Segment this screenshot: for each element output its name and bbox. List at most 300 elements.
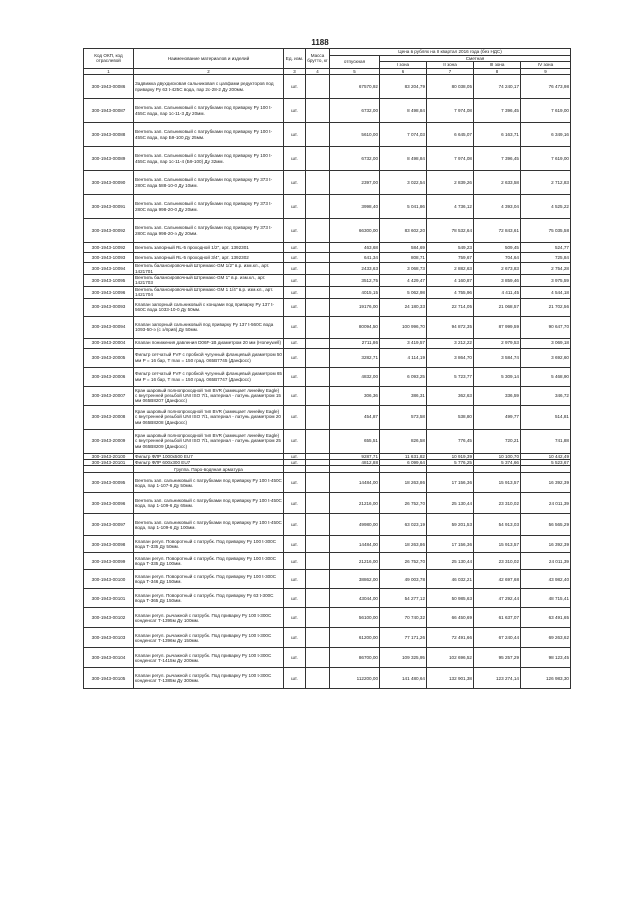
code-cell: 300-1943-00102 (84, 608, 134, 628)
zone-1-price-cell: 83 602,20 (380, 219, 427, 243)
name-cell: Фильтр сетчатый FVF с пробкой чугунный фланцевый диаметром 50 мм Р = 16 бар, Т max = 150 град. 065B7745 (Данфосс) (134, 348, 284, 367)
zone-1-price-cell: 26 752,70 (380, 493, 427, 514)
name-cell: Вентиль зап. Сальниковый с патрубками под приварку Ру 100 t-455С вода, пар Б9-100 Ду 25мм. (134, 123, 284, 147)
release-price-cell: 2433,63 (330, 263, 380, 275)
empty-cell (521, 466, 571, 473)
name-cell: Вентиль балансировочный Штремакс-GM 1 1/4" в.р. изм.кл., арт. 1421704 (134, 286, 284, 298)
name-cell: Вентиль запорный RL-5 проходной 3/4", арт. 1392302 (134, 253, 284, 263)
code-cell: 300-1943-10096 (84, 286, 134, 298)
release-price-cell: 463,68 (330, 243, 380, 253)
zone-1-price-cell: 573,58 (380, 405, 427, 429)
name-cell: Вентиль запорный RL-5 проходной 1/2", арт. 1392301 (134, 243, 284, 253)
name-cell: Клапан запорный сальниковый с концами под приварку Ру 137 t-560С вода 1033-10-0 Ду 50мм. (134, 298, 284, 316)
table-row (84, 195, 571, 219)
zone-1-price-cell: 63 023,19 (380, 514, 427, 536)
zone-4-price-cell: 6 349,16 (521, 123, 571, 147)
release-price-cell: 21216,00 (330, 493, 380, 514)
zone-1-price-cell: 6 099,64 (380, 460, 427, 466)
unit-cell: шт. (284, 648, 306, 668)
zone-2-price-cell: 72 491,66 (427, 628, 474, 648)
zone-3-price-cell: 2 673,83 (474, 263, 521, 275)
name-cell: Клапан регул. Поворотный с патрубк. Под приварку Ру 100 t-300С вода Т-335 Ду 50мм. (134, 536, 284, 553)
name-cell: Кран шаровый полнопроходной тип BVR (замещает линейку Eagle) с внутренней резьбой UNI ISO 7/1, материал - латунь диаметром 20 мм 065B8208 (Данфосс) (134, 405, 284, 429)
zone-3-price-cell: 6 163,71 (474, 123, 521, 147)
group-row (84, 466, 571, 473)
zone-4-price-cell: 63 491,65 (521, 608, 571, 628)
code-cell: 300-1943-00095 (84, 473, 134, 493)
code-cell: 300-1943-20100 (84, 453, 134, 459)
header-zone-2: II зона (427, 62, 474, 68)
header-release: отпускная (330, 56, 380, 69)
zone-2-price-cell: 80 038,05 (427, 75, 474, 99)
unit-cell: шт. (284, 367, 306, 386)
zone-2-price-cell: 17 156,36 (427, 473, 474, 493)
code-cell: 300-1943-00101 (84, 589, 134, 608)
zone-1-price-cell: 18 263,86 (380, 536, 427, 553)
code-cell: 300-1943-00094 (84, 316, 134, 338)
zone-2-price-cell: 3 864,70 (427, 348, 474, 367)
name-cell: Вентиль балансировочный Штремакс-GM 1/2" в.р. изм.кл., арт. 1421701 (134, 263, 284, 275)
table-row (84, 263, 571, 275)
mass-cell (306, 195, 330, 219)
release-price-cell: 306,36 (330, 386, 380, 405)
release-price-cell: 66300,00 (330, 219, 380, 243)
mass-cell (306, 253, 330, 263)
code-cell: 300-1943-00100 (84, 570, 134, 589)
zone-4-price-cell: 98 123,45 (521, 648, 571, 668)
table-row (84, 147, 571, 171)
table-row (84, 589, 571, 608)
mass-cell (306, 338, 330, 348)
zone-2-price-cell: 776,45 (427, 429, 474, 453)
mass-cell (306, 263, 330, 275)
unit-cell: шт. (284, 286, 306, 298)
mass-cell (306, 75, 330, 99)
zone-4-price-cell: 126 983,30 (521, 668, 571, 689)
zone-2-price-cell: 59 201,53 (427, 514, 474, 536)
zone-1-price-cell: 11 631,82 (380, 453, 427, 459)
empty-cell (306, 466, 330, 473)
zone-3-price-cell: 704,64 (474, 253, 521, 263)
release-price-cell: 6732,00 (330, 147, 380, 171)
release-price-cell: 5610,00 (330, 123, 380, 147)
zone-2-price-cell: 6 645,07 (427, 123, 474, 147)
zone-3-price-cell: 87 999,59 (474, 316, 521, 338)
zone-4-price-cell: 43 982,40 (521, 570, 571, 589)
zone-4-price-cell: 514,81 (521, 405, 571, 429)
zone-1-price-cell: 386,31 (380, 386, 427, 405)
zone-4-price-cell: 75 035,58 (521, 219, 571, 243)
mass-cell (306, 147, 330, 171)
price-table (83, 48, 571, 689)
zone-1-price-cell: 5 062,98 (380, 286, 427, 298)
empty-cell (330, 466, 380, 473)
header-name: Наименование материалов и изделий (134, 49, 284, 69)
zone-1-price-cell: 3 068,73 (380, 263, 427, 275)
code-cell: 300-1943-10093 (84, 253, 134, 263)
name-cell: Вентиль зап. Сальниковый с патрубками под приварку Ру 100 t-455С вода, пар 1с-11-4 (Б9-100) Ду 32мм. (134, 147, 284, 171)
zone-2-price-cell: 17 156,36 (427, 536, 474, 553)
zone-3-price-cell: 42 697,68 (474, 570, 521, 589)
mass-cell (306, 243, 330, 253)
zone-1-price-cell: 4 114,19 (380, 348, 427, 367)
unit-cell: шт. (284, 243, 306, 253)
zone-3-price-cell: 74 240,17 (474, 75, 521, 99)
zone-2-price-cell: 102 696,52 (427, 648, 474, 668)
name-cell: Вентиль зап. Сальниковый с патрубками под приварку Ру 373 t-280С вода 588-10-0 Ду 10мм. (134, 171, 284, 195)
table-row (84, 405, 571, 429)
table-row (84, 219, 571, 243)
zone-2-price-cell: 4 755,96 (427, 286, 474, 298)
zone-1-price-cell: 24 180,33 (380, 298, 427, 316)
empty-cell (474, 466, 521, 473)
code-cell: 300-1943-00088 (84, 123, 134, 147)
zone-1-price-cell: 49 003,78 (380, 570, 427, 589)
zone-2-price-cell: 50 985,63 (427, 589, 474, 608)
zone-2-price-cell: 4 160,87 (427, 275, 474, 287)
unit-cell: шт. (284, 473, 306, 493)
zone-3-price-cell: 123 274,14 (474, 668, 521, 689)
zone-2-price-cell: 362,63 (427, 386, 474, 405)
unit-cell: шт. (284, 493, 306, 514)
unit-cell: шт. (284, 75, 306, 99)
mass-cell (306, 123, 330, 147)
unit-cell: шт. (284, 338, 306, 348)
table-row (84, 243, 571, 253)
name-cell: Вентиль зап. Сальниковый с патрубками под приварку Ру 100 t-455С вода, пар 1с-11-3 Ду 20мм. (134, 99, 284, 123)
mass-cell (306, 286, 330, 298)
code-cell: 300-1943-00097 (84, 514, 134, 536)
zone-3-price-cell: 21 068,57 (474, 298, 521, 316)
zone-4-price-cell: 16 392,39 (521, 473, 571, 493)
name-cell: Клапан запорный сальниковый под приварку Ру 137 t-560С вода 1093-50-э (с э/прив) Ду 50мм. (134, 316, 284, 338)
zone-1-price-cell: 6 093,25 (380, 367, 427, 386)
name-cell: Клапан регул. рычажной с патрубк. Под приварку Ру 100 t-300С конденсат Т-1396м Ду 150мм. (134, 628, 284, 648)
zone-3-price-cell: 54 913,03 (474, 514, 521, 536)
zone-2-price-cell: 22 714,05 (427, 298, 474, 316)
mass-cell (306, 348, 330, 367)
zone-4-price-cell: 48 715,41 (521, 589, 571, 608)
zone-4-price-cell: 76 473,98 (521, 75, 571, 99)
code-cell: 300-1943-00086 (84, 75, 134, 99)
release-price-cell: 3512,75 (330, 275, 380, 287)
header-zone-3: III зона (474, 62, 521, 68)
name-cell: Фильтр ФЛР 1000х500 EU7 (134, 453, 284, 459)
table-row (84, 367, 571, 386)
mass-cell (306, 298, 330, 316)
zone-3-price-cell: 2 979,53 (474, 338, 521, 348)
code-cell: 300-1943-10092 (84, 243, 134, 253)
table-row (84, 316, 571, 338)
name-cell: Вентиль балансировочный Штремакс-GM 1" в.р. изм.кл., арт. 1421703 (134, 275, 284, 287)
mass-cell (306, 473, 330, 493)
name-cell: Вентиль зап. сальниковый с патрубками под приварку Ру 100 t-450С вода, пар 1-107-6 Ду 50мм. (134, 473, 284, 493)
table-row (84, 298, 571, 316)
name-cell: Клапан понижения давления D06F-1B диаметром 20 мм (Honeywell) (134, 338, 284, 348)
release-price-cell: 43044,00 (330, 589, 380, 608)
zone-3-price-cell: 23 310,02 (474, 493, 521, 514)
code-cell: 300-1943-20009 (84, 429, 134, 453)
unit-cell: шт. (284, 123, 306, 147)
name-cell: Вентиль зап. сальниковый с патрубками под приварку Ру 100 t-450С вода, пар 1-109-6 Ду 65мм. (134, 493, 284, 514)
mass-cell (306, 514, 330, 536)
release-price-cell: 454,87 (330, 405, 380, 429)
zone-4-price-cell: 7 619,00 (521, 147, 571, 171)
zone-2-price-cell: 7 974,08 (427, 147, 474, 171)
release-price-cell: 4832,00 (330, 367, 380, 386)
unit-cell: шт. (284, 453, 306, 459)
table-row (84, 386, 571, 405)
unit-cell: шт. (284, 386, 306, 405)
release-price-cell: 9287,71 (330, 453, 380, 459)
zone-2-price-cell: 7 974,08 (427, 99, 474, 123)
code-cell: 300-1943-20004 (84, 338, 134, 348)
name-cell: Клапан регул. Поворотный с патрубк. Под приварку Ру 100 t-300С вода Т-335 Ду 100мм. (134, 553, 284, 570)
table-row (84, 628, 571, 648)
zone-2-price-cell: 4 736,12 (427, 195, 474, 219)
release-price-cell: 2711,86 (330, 338, 380, 348)
table-row (84, 570, 571, 589)
unit-cell: шт. (284, 553, 306, 570)
release-price-cell: 3998,40 (330, 195, 380, 219)
mass-cell (306, 171, 330, 195)
zone-2-price-cell: 759,67 (427, 253, 474, 263)
unit-cell: шт. (284, 316, 306, 338)
code-cell: 300-1943-20005 (84, 348, 134, 367)
zone-4-price-cell: 3 069,18 (521, 338, 571, 348)
code-cell: 300-1943-00087 (84, 99, 134, 123)
mass-cell (306, 275, 330, 287)
header-code: Код ОКП, код отраслевой (84, 49, 134, 69)
header-zone-4: IV зона (521, 62, 571, 68)
table-row (84, 75, 571, 99)
table-row (84, 648, 571, 668)
zone-2-price-cell: 94 872,35 (427, 316, 474, 338)
zone-3-price-cell: 7 396,45 (474, 147, 521, 171)
unit-cell: шт. (284, 348, 306, 367)
zone-3-price-cell: 10 100,70 (474, 453, 521, 459)
unit-cell: шт. (284, 298, 306, 316)
release-price-cell: 86700,00 (330, 648, 380, 668)
mass-cell (306, 99, 330, 123)
empty-cell (284, 466, 306, 473)
table-row (84, 275, 571, 287)
release-price-cell: 6732,00 (330, 99, 380, 123)
zone-4-price-cell: 4 544,18 (521, 286, 571, 298)
zone-1-price-cell: 54 277,12 (380, 589, 427, 608)
empty-cell (380, 466, 427, 473)
zone-3-price-cell: 95 257,29 (474, 648, 521, 668)
name-cell: Клапан регул. рычажной с патрубк. Под приварку Ру 100 t-300С конденсат Т-1415м Ду 200мм. (134, 648, 284, 668)
zone-1-price-cell: 141 480,64 (380, 668, 427, 689)
zone-4-price-cell: 24 011,39 (521, 493, 571, 514)
unit-cell: шт. (284, 536, 306, 553)
zone-1-price-cell: 70 740,32 (380, 608, 427, 628)
zone-4-price-cell: 90 647,70 (521, 316, 571, 338)
zone-3-price-cell: 2 633,58 (474, 171, 521, 195)
zone-1-price-cell: 8 498,84 (380, 99, 427, 123)
name-cell: Кран шаровый полнопроходной тип BVR (замещает линейку Eagle) с внутренней резьбой UNI ISO 7/1, материал - латунь диаметром 25 мм 065B8209 (Данфосс) (134, 429, 284, 453)
unit-cell: шт. (284, 460, 306, 466)
column-number: 9 (521, 68, 571, 74)
zone-4-price-cell: 7 619,00 (521, 99, 571, 123)
column-number: 4 (306, 68, 330, 74)
table-row (84, 493, 571, 514)
table-row (84, 429, 571, 453)
zone-3-price-cell: 4 393,04 (474, 195, 521, 219)
table-row (84, 338, 571, 348)
unit-cell: шт. (284, 171, 306, 195)
release-price-cell: 4015,15 (330, 286, 380, 298)
mass-cell (306, 219, 330, 243)
release-price-cell: 80094,50 (330, 316, 380, 338)
zone-2-price-cell: 25 130,44 (427, 493, 474, 514)
code-cell: 300-1943-20008 (84, 405, 134, 429)
release-price-cell: 56100,00 (330, 608, 380, 628)
unit-cell: шт. (284, 608, 306, 628)
mass-cell (306, 589, 330, 608)
zone-4-price-cell: 2 754,28 (521, 263, 571, 275)
mass-cell (306, 367, 330, 386)
zone-1-price-cell: 3 419,57 (380, 338, 427, 348)
name-cell: Кран шаровый полнопроходной тип BVR (замещает линейку Eagle) с внутренней резьбой UNI ISO 7/1, материал - латунь диаметром 15 мм 065B8207 (Данфосс) (134, 386, 284, 405)
zone-1-price-cell: 26 752,70 (380, 553, 427, 570)
code-cell: 300-1943-20101 (84, 460, 134, 466)
column-number: 7 (427, 68, 474, 74)
zone-2-price-cell: 538,80 (427, 405, 474, 429)
release-price-cell: 21216,00 (330, 553, 380, 570)
zone-3-price-cell: 3 859,46 (474, 275, 521, 287)
unit-cell: шт. (284, 147, 306, 171)
zone-4-price-cell: 56 565,29 (521, 514, 571, 536)
header-unit: Ед. изм. (284, 49, 306, 69)
zone-3-price-cell: 3 584,74 (474, 348, 521, 367)
release-price-cell: 38862,00 (330, 570, 380, 589)
unit-cell: шт. (284, 570, 306, 589)
release-price-cell: 19176,00 (330, 298, 380, 316)
zone-4-price-cell: 741,88 (521, 429, 571, 453)
unit-cell: шт. (284, 275, 306, 287)
zone-2-price-cell: 5 723,77 (427, 367, 474, 386)
zone-4-price-cell: 21 702,56 (521, 298, 571, 316)
zone-3-price-cell: 336,59 (474, 386, 521, 405)
column-number: 1 (84, 68, 134, 74)
zone-2-price-cell: 2 882,63 (427, 263, 474, 275)
mass-cell (306, 608, 330, 628)
unit-cell: шт. (284, 514, 306, 536)
name-cell: Клапан регул. рычажной с патрубк. Под приварку Ру 100 t-300С конденсат Т-1385м Ду 300мм. (134, 668, 284, 689)
name-cell: Фильтр сетчатый FVF с пробкой чугунный фланцевый диаметром 65 мм Р = 16 бар, Т max = 150 град. 065B7747 (Данфосс) (134, 367, 284, 386)
header-estimate: Сметная (380, 56, 571, 62)
zone-4-price-cell: 3 692,60 (521, 348, 571, 367)
zone-3-price-cell: 4 411,45 (474, 286, 521, 298)
unit-cell: шт. (284, 668, 306, 689)
zone-4-price-cell: 5 468,90 (521, 367, 571, 386)
zone-3-price-cell: 509,45 (474, 243, 521, 253)
table-row (84, 99, 571, 123)
name-cell: Вентиль зап. Сальниковый с патрубками под приварку Ру 373 t-280С вода 998-20-0 Ду 20мм. (134, 195, 284, 219)
zone-2-price-cell: 66 450,69 (427, 608, 474, 628)
zone-3-price-cell: 5 309,14 (474, 367, 521, 386)
table-row (84, 473, 571, 493)
mass-cell (306, 493, 330, 514)
name-cell: Задвижка двухдисковая сальниковая с цапфами редукторов под приварку Ру 63 t-425С вода, пар 2с-28-2 Ду 200мм. (134, 75, 284, 99)
zone-2-price-cell: 78 532,64 (427, 219, 474, 243)
code-cell: 300-1943-20007 (84, 386, 134, 405)
zone-1-price-cell: 83 204,79 (380, 75, 427, 99)
unit-cell: шт. (284, 253, 306, 263)
zone-4-price-cell: 4 525,22 (521, 195, 571, 219)
zone-4-price-cell: 24 011,39 (521, 553, 571, 570)
mass-cell (306, 316, 330, 338)
zone-4-price-cell: 10 442,49 (521, 453, 571, 459)
code-cell: 300-1943-00105 (84, 668, 134, 689)
zone-3-price-cell: 720,21 (474, 429, 521, 453)
zone-2-price-cell: 5 776,25 (427, 460, 474, 466)
mass-cell (306, 628, 330, 648)
zone-3-price-cell: 15 913,57 (474, 473, 521, 493)
unit-cell: шт. (284, 429, 306, 453)
zone-1-price-cell: 77 171,26 (380, 628, 427, 648)
table-row (84, 536, 571, 553)
column-number: 8 (474, 68, 521, 74)
release-price-cell: 641,34 (330, 253, 380, 263)
zone-3-price-cell: 67 240,44 (474, 628, 521, 648)
zone-1-price-cell: 100 996,70 (380, 316, 427, 338)
mass-cell (306, 405, 330, 429)
zone-1-price-cell: 4 429,47 (380, 275, 427, 287)
code-cell: 300-1943-00104 (84, 648, 134, 668)
zone-2-price-cell: 132 901,38 (427, 668, 474, 689)
code-cell: 300-1943-10095 (84, 275, 134, 287)
code-cell: 300-1943-00092 (84, 219, 134, 243)
column-number: 2 (134, 68, 284, 74)
zone-4-price-cell: 725,84 (521, 253, 571, 263)
zone-1-price-cell: 3 022,54 (380, 171, 427, 195)
release-price-cell: 112200,00 (330, 668, 380, 689)
mass-cell (306, 648, 330, 668)
zone-1-price-cell: 826,58 (380, 429, 427, 453)
unit-cell: шт. (284, 589, 306, 608)
release-price-cell: 2397,00 (330, 171, 380, 195)
release-price-cell: 14484,00 (330, 473, 380, 493)
zone-1-price-cell: 584,69 (380, 243, 427, 253)
zone-4-price-cell: 346,72 (521, 386, 571, 405)
zone-2-price-cell: 25 130,44 (427, 553, 474, 570)
header-row-1 (84, 49, 571, 56)
name-cell: Вентиль зап. сальниковый с патрубками под приварку Ру 100 t-450С вода, пар 1-109-6 Ду 100мм. (134, 514, 284, 536)
table-row (84, 553, 571, 570)
price-table-body (84, 49, 571, 689)
code-cell: 300-1943-00099 (84, 553, 134, 570)
mass-cell (306, 386, 330, 405)
zone-3-price-cell: 499,77 (474, 405, 521, 429)
zone-4-price-cell: 16 392,39 (521, 536, 571, 553)
header-zone-1: I зона (380, 62, 427, 68)
name-cell: Клапан регул. Поворотный с патрубк. Под приварку Ру 63 t-300С вода Т-365 Ду 150мм. (134, 589, 284, 608)
zone-3-price-cell: 7 396,45 (474, 99, 521, 123)
unit-cell: шт. (284, 628, 306, 648)
table-row (84, 253, 571, 263)
column-number: 6 (380, 68, 427, 74)
unit-cell: шт. (284, 99, 306, 123)
zone-3-price-cell: 72 843,61 (474, 219, 521, 243)
code-cell: 300-1943-00098 (84, 536, 134, 553)
zone-1-price-cell: 5 041,86 (380, 195, 427, 219)
code-cell: 300-1943-10094 (84, 263, 134, 275)
table-row (84, 123, 571, 147)
zone-1-price-cell: 8 498,84 (380, 147, 427, 171)
